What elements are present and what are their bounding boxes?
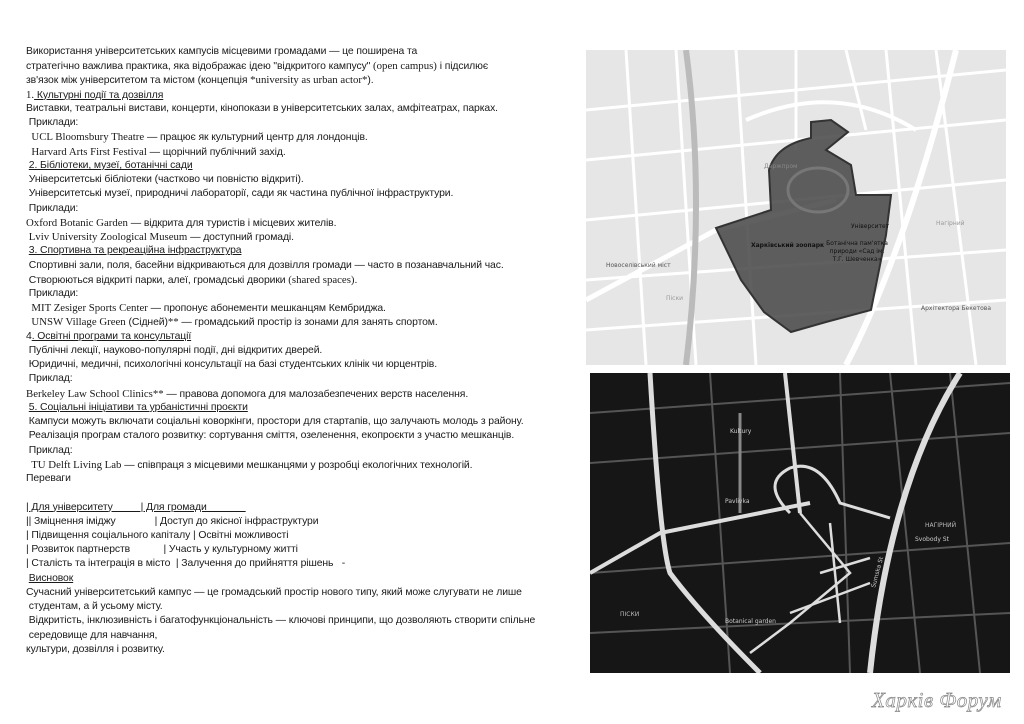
- text-line: [26, 130, 582, 144]
- text-span: зв'язок між університетом та містом (концепція: [26, 75, 251, 87]
- map-label: Держпром: [764, 163, 798, 170]
- text-span: — доступний громаді.: [187, 232, 294, 244]
- text-line: [26, 429, 582, 443]
- text-span: — працює як культурний центр для лондонців.: [144, 132, 368, 144]
- article-text: [26, 45, 582, 657]
- text-line: [26, 102, 582, 116]
- text-span: Oxford Botanic Garden: [26, 216, 128, 229]
- text-span: (open campus): [373, 60, 437, 73]
- map-label: ПІСКИ: [620, 611, 640, 618]
- text-line: [26, 515, 582, 529]
- map-label: Botanical garden: [725, 618, 776, 625]
- text-span: Сучасний університетський кампус — це громадський простір нового типу, який може слугувати не лише: [26, 586, 522, 598]
- text-span: .: [354, 274, 358, 286]
- text-line: [26, 614, 582, 628]
- text-span: TU Delft Living Lab: [26, 458, 122, 471]
- text-line: [26, 501, 582, 515]
- text-span: культури, дозвілля і розвитку.: [26, 643, 165, 655]
- text-line: [26, 572, 582, 586]
- text-span: Приклад:: [26, 373, 73, 385]
- text-span: — правова допомога для малозабезпечених верств населення.: [163, 388, 469, 400]
- text-line: [26, 330, 582, 344]
- text-line: [26, 45, 582, 59]
- map-label: Архітектора Бекетова: [921, 305, 992, 312]
- text-line: [26, 600, 582, 614]
- text-line: [26, 643, 582, 657]
- text-line: [26, 458, 582, 472]
- map-label: Sumska St: [870, 556, 886, 589]
- text-line: [26, 415, 582, 429]
- text-line: [26, 315, 582, 329]
- text-span: — відкрита для туристів і місцевих жителів.: [127, 217, 337, 229]
- text-span: Юридичні, медичні, психологічні консультації на базі студентських клінік чи юрцентрів.: [26, 359, 437, 371]
- text-line: [26, 273, 582, 287]
- text-span: | Сталість та інтеграція в місто | Залучення до прийняття рішень -: [26, 558, 346, 570]
- section-heading: 5. Соціальні ініціативи та урбаністичні проєкти: [28, 401, 248, 413]
- text-line: [26, 88, 582, 102]
- text-line: [26, 557, 582, 571]
- text-span: *university as urban actor*: [250, 74, 368, 87]
- text-span: Приклади:: [26, 287, 79, 299]
- map-label: Pavlivka: [725, 498, 750, 505]
- text-span: Відкритість, інклюзивність і багатофункціональність — ключові принципи, що дозволяють створити спільне: [26, 615, 536, 627]
- text-span: || Зміцнення іміджу | Доступ до якісної інфраструктури: [26, 515, 319, 527]
- text-span: Berkeley Law School Clinics**: [26, 387, 164, 400]
- map-label: НАГІРНИЙ: [925, 522, 957, 529]
- text-span: Використання університетських кампусів місцевими громадами — це поширена та: [26, 46, 418, 57]
- text-line: [26, 629, 582, 643]
- map-label: Svobody St: [915, 536, 949, 543]
- text-line: [26, 372, 582, 386]
- text-line: [26, 344, 582, 358]
- text-span: Приклад:: [26, 444, 73, 456]
- text-span: — співпраця з місцевими мешканцями у розробці екологічних технологій.: [121, 459, 473, 471]
- satellite-map-dark: [590, 373, 1010, 673]
- section-heading: 2. Бібліотеки, музеї, ботанічні сади: [28, 159, 193, 171]
- section-heading: . Освітні програми та консультації: [31, 330, 192, 342]
- section-heading: Культурні події та дозвілля: [34, 89, 164, 101]
- text-line: [26, 358, 582, 372]
- text-span: (shared spaces): [288, 273, 355, 286]
- section-heading: Висновок: [28, 572, 74, 584]
- text-line: [26, 543, 582, 557]
- text-span: Університетські бібліотеки (частково чи повністю відкриті).: [26, 174, 304, 186]
- map-label: Kultury: [730, 428, 752, 435]
- text-span: **: [167, 316, 179, 329]
- text-line: [26, 187, 582, 201]
- text-line: [26, 472, 582, 486]
- text-span: Переваги: [26, 473, 71, 485]
- section-heading: | Для університету | Для громади: [26, 501, 246, 513]
- text-span: Приклади:: [26, 202, 79, 214]
- map-label: Харківський зоопарк: [751, 242, 825, 249]
- text-span: 1.: [26, 88, 35, 101]
- text-span: — пропонує абонементи мешканцям Кембриджа.: [147, 303, 386, 315]
- text-line: [26, 486, 582, 500]
- text-span: (Сідней): [125, 317, 168, 329]
- text-span: Університетські музеї, природничі лабораторії, сади як частина публічної інфраструктури.: [26, 188, 454, 200]
- text-span: Lviv University Zoological Museum: [26, 231, 188, 244]
- text-span: ).: [367, 75, 374, 87]
- text-line: [26, 173, 582, 187]
- text-span: Реалізація програм сталого розвитку: сортування сміття, озеленення, екопроєкти з участю мешканців.: [26, 430, 515, 442]
- text-line: [26, 59, 582, 73]
- text-span: MIT Zesiger Sports Center: [26, 302, 148, 315]
- campus-map-light: [586, 50, 1006, 365]
- text-span: Виставки, театральні вистави, концерти, кінопокази в університетських залах, амфітеатрах, парках.: [26, 102, 498, 114]
- logo-watermark: Харків Форум: [872, 688, 1002, 712]
- text-line: [26, 73, 582, 87]
- text-span: | Підвищення соціального капіталу | Освітні можливості: [26, 529, 289, 541]
- text-line: [26, 287, 582, 301]
- text-line: [26, 259, 582, 273]
- text-span: UNSW Village Green: [26, 316, 126, 329]
- text-span: | Розвиток партнерств | Участь у культурному житті: [26, 544, 298, 556]
- map-label: Новоселівський міст: [606, 262, 671, 269]
- text-line: [26, 401, 582, 415]
- map-label: Піски: [666, 295, 684, 302]
- text-line: [26, 159, 582, 173]
- text-span: — громадський простір із зонами для занять спортом.: [178, 317, 438, 329]
- text-span: Створюються відкриті парки, алеї, громадські дворики: [26, 274, 289, 286]
- text-line: [26, 301, 582, 315]
- text-line: [26, 586, 582, 600]
- text-span: Спортивні зали, поля, басейни відкриваються для дозвілля громади — часто в позанавчальний час.: [26, 259, 504, 271]
- text-line: [26, 387, 582, 401]
- text-span: — щорічний публічний захід.: [146, 146, 286, 158]
- map-label: Ботанічна пам'ятка природи «Сад ім. Т.Г. Шевченка»: [826, 240, 888, 263]
- text-line: [26, 444, 582, 458]
- text-span: середовище для навчання,: [26, 629, 158, 641]
- text-span: Кампуси можуть включати соціальні коворкінги, простори для стартапів, що залучають молодь з району.: [26, 416, 524, 428]
- text-line: [26, 116, 582, 130]
- section-heading: 3. Спортивна та рекреаційна інфраструктура: [28, 245, 242, 257]
- text-line: [26, 529, 582, 543]
- text-span: 4: [26, 330, 32, 342]
- text-span: Публічні лекції, науково-популярні події, дні відкритих дверей.: [26, 344, 323, 356]
- text-span: UCL Bloomsbury Theatre: [26, 131, 145, 144]
- text-span: Harvard Arts First Festival: [26, 145, 147, 158]
- text-span: стратегічно важлива практика, яка відображає ідею "відкритого кампусу": [26, 61, 374, 73]
- text-span: і підсилює: [436, 61, 489, 73]
- text-span: студентам, а й усьому місту.: [26, 601, 163, 613]
- text-span: Приклади:: [26, 117, 79, 129]
- text-line: [26, 145, 582, 159]
- text-line: [26, 202, 582, 216]
- map-label: Нагірний: [936, 220, 965, 227]
- text-line: [26, 230, 582, 244]
- map-label: Університет: [851, 223, 890, 230]
- text-line: [26, 244, 582, 258]
- text-line: [26, 216, 582, 230]
